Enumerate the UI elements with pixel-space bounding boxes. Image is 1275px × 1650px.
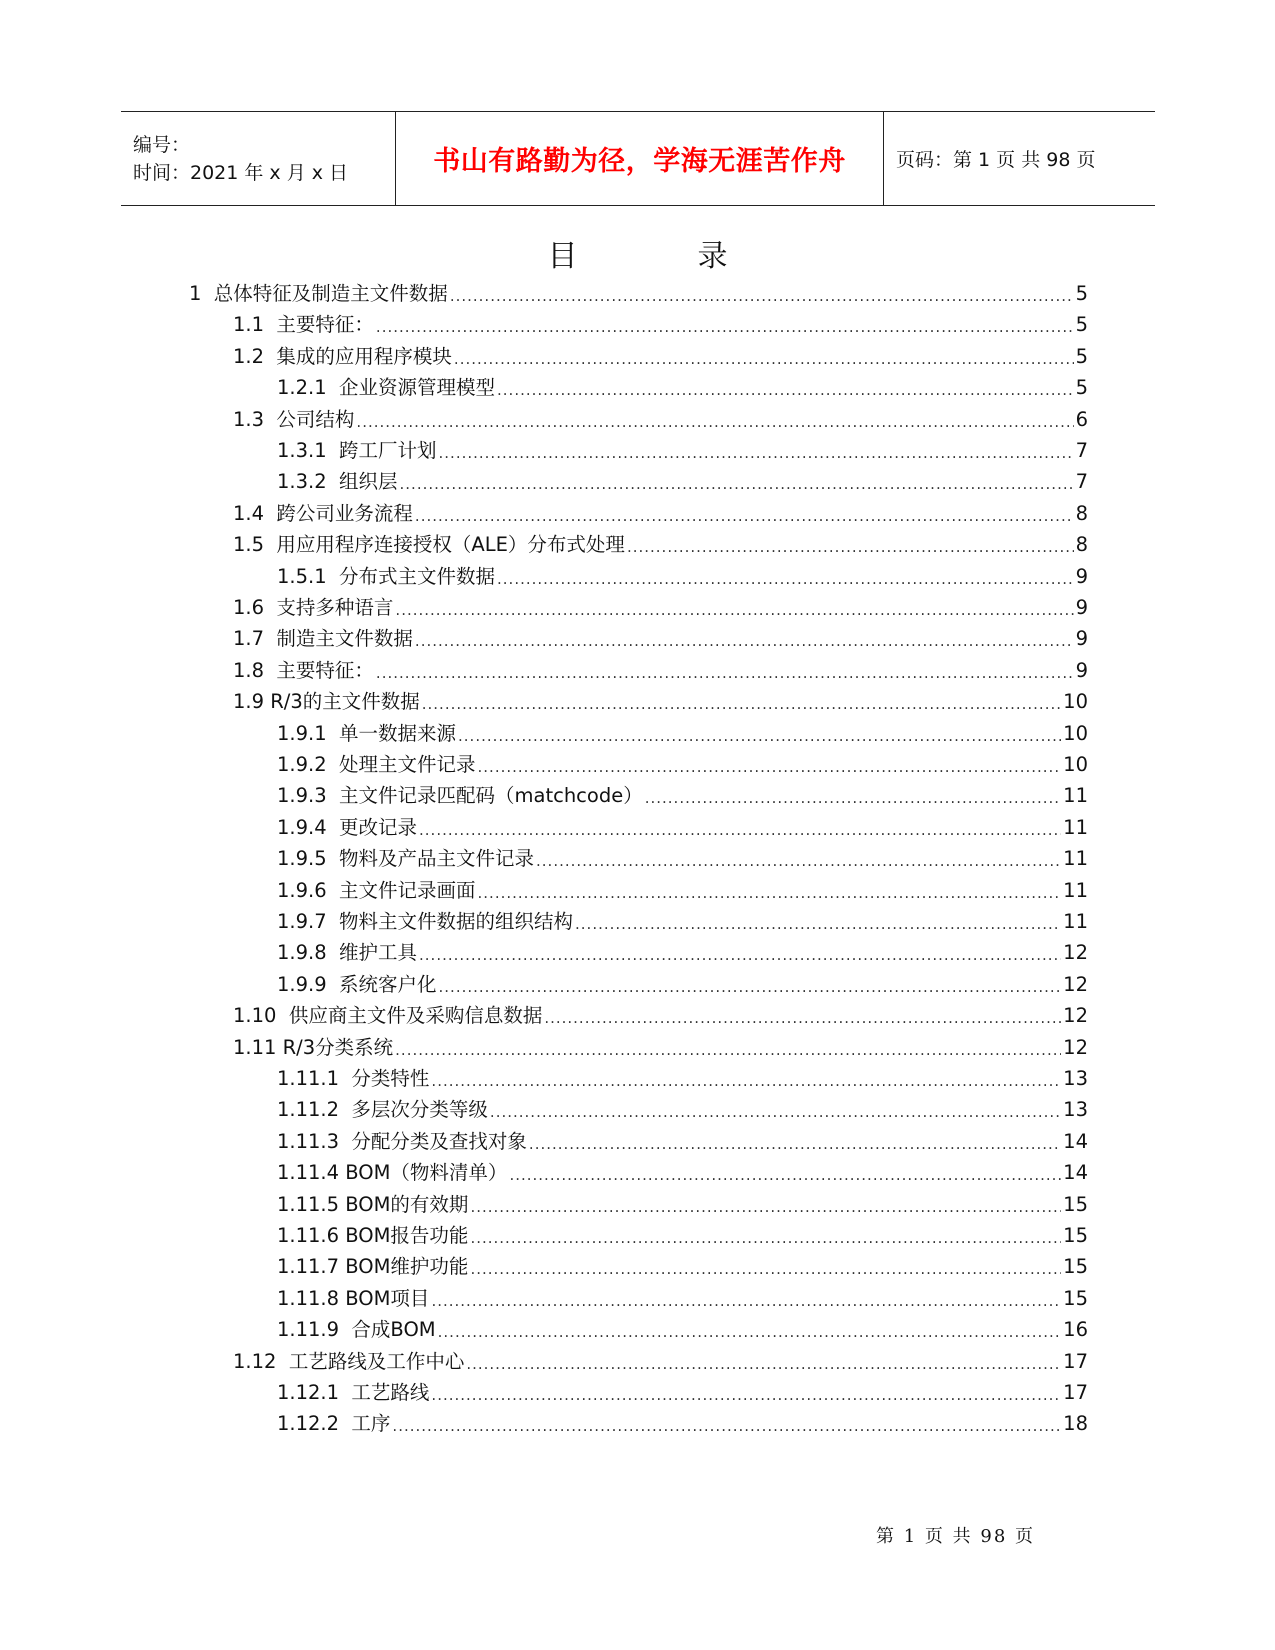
- toc-entry[interactable]: [277, 841, 1088, 873]
- toc-entry-page: 14: [1063, 1129, 1088, 1153]
- toc-entry-page: 15: [1063, 1255, 1088, 1279]
- toc-entry-title: 1.11.7 BOM维护功能: [277, 1255, 469, 1279]
- toc-leader-dots: [627, 535, 1074, 559]
- toc-entry-page: 11: [1063, 815, 1088, 839]
- toc-entry-title: 1.3 公司结构: [233, 407, 355, 431]
- toc-entry-page: 7: [1075, 439, 1088, 462]
- toc-leader-dots: [392, 1414, 1061, 1438]
- toc-entry[interactable]: [277, 1155, 1088, 1187]
- toc-entry[interactable]: [277, 1092, 1088, 1124]
- toc-entry-page: 6: [1075, 407, 1088, 431]
- toc-entry-title: 1.11 R/3分类系统: [233, 1035, 394, 1059]
- toc-leader-dots: [529, 1132, 1061, 1156]
- toc-entry[interactable]: [277, 1124, 1088, 1156]
- page-footer: 第 1 页 共 98 页: [876, 1526, 1035, 1547]
- toc-entry[interactable]: [277, 1281, 1088, 1313]
- toc-entry-page: 5: [1075, 313, 1088, 337]
- toc-leader-dots: [415, 504, 1074, 528]
- toc-entry[interactable]: [233, 527, 1088, 559]
- toc-entry-title: 1.2 集成的应用程序模块: [233, 344, 452, 368]
- toc-entry[interactable]: [277, 747, 1088, 779]
- toc-leader-dots: [431, 1289, 1061, 1313]
- toc-entry-page: 14: [1063, 1161, 1088, 1185]
- toc-entry-title: 1.6 支持多种语言: [233, 596, 394, 619]
- toc-entry-page: 8: [1075, 533, 1088, 557]
- toc-entry[interactable]: [277, 1187, 1088, 1219]
- toc-leader-dots: [497, 378, 1074, 402]
- document-header: [121, 111, 1155, 206]
- toc-leader-dots: [439, 441, 1074, 465]
- toc-entry-page: 18: [1063, 1412, 1088, 1436]
- toc-entry-page: 11: [1063, 878, 1088, 902]
- toc-leader-dots: [490, 1100, 1061, 1124]
- toc-entry-title: 1.9 R/3的主文件数据: [233, 690, 420, 714]
- toc-leader-dots: [536, 849, 1061, 873]
- toc-leader-dots: [395, 1038, 1061, 1062]
- toc-entry-page: 9: [1075, 627, 1088, 651]
- toc-leader-dots: [470, 1226, 1061, 1250]
- toc-entry[interactable]: [233, 621, 1088, 653]
- document-number-label: 编号：: [133, 133, 191, 156]
- toc-entry-title: 1.11.2 多层次分类等级: [277, 1098, 488, 1122]
- toc-entry-page: 11: [1063, 784, 1088, 808]
- toc-entry-page: 9: [1075, 564, 1088, 588]
- document-time: 时间：2021 年 x 月 x 日: [133, 161, 349, 184]
- toc-entry-title: 1.3.1 跨工厂计划: [277, 439, 437, 462]
- toc-entry-page: 11: [1063, 847, 1088, 871]
- toc-entry[interactable]: [233, 1030, 1088, 1062]
- toc-entry-title: 1.9.9 系统客户化: [277, 972, 437, 996]
- toc-entry-title: 1.11.1 分类特性: [277, 1067, 430, 1090]
- toc-entry-page: 15: [1063, 1192, 1088, 1216]
- toc-entry[interactable]: [233, 590, 1088, 622]
- toc-entry-page: 17: [1063, 1349, 1088, 1373]
- toc-entry-title: 1.9.7 物料主文件数据的组织结构: [277, 910, 574, 933]
- toc-leader-dots: [478, 755, 1062, 779]
- toc-entry[interactable]: [277, 873, 1088, 905]
- toc-entry-page: 11: [1063, 910, 1088, 933]
- header-page-label: 页码：第 1 页 共 98 页: [896, 149, 1096, 171]
- toc-entry-title: 1.1 主要特征：: [233, 313, 374, 337]
- toc-entry-page: 8: [1075, 501, 1088, 525]
- toc-entry-title: 1.11.5 BOM的有效期: [277, 1192, 469, 1216]
- toc-leader-dots: [470, 1257, 1061, 1281]
- toc-entry-title: 1.11.8 BOM项目: [277, 1286, 430, 1310]
- toc-leader-dots: [645, 786, 1061, 810]
- toc-entry-page: 5: [1075, 376, 1088, 400]
- toc-leader-dots: [575, 912, 1061, 936]
- toc-leader-dots: [356, 410, 1073, 434]
- toc-entry-title: 1 总体特征及制造主文件数据: [189, 282, 448, 305]
- toc-leader-dots: [422, 692, 1061, 716]
- toc-entry-title: 1.11.9 合成BOM: [277, 1318, 436, 1342]
- toc-entry-title: 1.11.6 BOM报告功能: [277, 1224, 469, 1247]
- toc-entry-page: 12: [1063, 1035, 1088, 1059]
- toc-entry[interactable]: [233, 496, 1088, 528]
- toc-entry-page: 15: [1063, 1224, 1088, 1247]
- toc-leader-dots: [466, 1352, 1061, 1376]
- toc-leader-dots: [470, 1195, 1061, 1219]
- toc-entry-title: 1.12.2 工序: [277, 1412, 391, 1436]
- header-meta: [121, 112, 396, 206]
- toc-leader-dots: [497, 567, 1074, 591]
- toc-entry-page: 16: [1063, 1318, 1088, 1342]
- toc-entry-title: 1.12.1 工艺路线: [277, 1381, 430, 1404]
- toc-entry-title: 1.11.4 BOM（物料清单）: [277, 1161, 508, 1185]
- toc-leader-dots: [478, 881, 1062, 905]
- toc-entry-page: 10: [1063, 690, 1088, 714]
- toc-leader-dots: [376, 315, 1074, 339]
- toc-leader-dots: [439, 975, 1062, 999]
- toc-entry-page: 10: [1063, 721, 1088, 745]
- toc-entry-page: 12: [1063, 972, 1088, 996]
- toc-entry[interactable]: [277, 464, 1088, 496]
- toc-leader-dots: [544, 1006, 1061, 1030]
- toc-title: 目录: [547, 239, 848, 274]
- toc-entry[interactable]: [277, 904, 1088, 936]
- toc-leader-dots: [400, 472, 1074, 496]
- toc-leader-dots: [376, 661, 1074, 685]
- toc-entry-title: 1.9.5 物料及产品主文件记录: [277, 847, 535, 871]
- toc-leader-dots: [419, 943, 1061, 967]
- toc-entry[interactable]: [277, 1375, 1088, 1407]
- toc-leader-dots: [431, 1069, 1061, 1093]
- toc-entry-page: 9: [1075, 658, 1088, 682]
- toc-entry-page: 5: [1075, 344, 1088, 368]
- toc-entry[interactable]: [277, 1218, 1088, 1250]
- toc-entry[interactable]: [233, 402, 1088, 434]
- toc-entry-page: 13: [1063, 1098, 1088, 1122]
- toc-entry-page: 17: [1063, 1381, 1088, 1404]
- toc-entry-title: 1.9.2 处理主文件记录: [277, 753, 476, 776]
- toc-entry-title: 1.3.2 组织层: [277, 470, 398, 494]
- toc-entry[interactable]: [277, 559, 1088, 591]
- toc-entry-title: 1.7 制造主文件数据: [233, 627, 413, 651]
- toc-leader-dots: [395, 598, 1073, 622]
- toc-entry-page: 12: [1063, 941, 1088, 965]
- toc-leader-dots: [458, 724, 1061, 748]
- toc-entry-title: 1.2.1 企业资源管理模型: [277, 376, 496, 400]
- toc-entry-page: 15: [1063, 1286, 1088, 1310]
- toc-entry[interactable]: [233, 998, 1088, 1030]
- toc-entry-title: 1.9.1 单一数据来源: [277, 721, 457, 745]
- toc-entry-title: 1.4 跨公司业务流程: [233, 501, 413, 525]
- toc-entry-title: 1.8 主要特征：: [233, 658, 374, 682]
- toc-leader-dots: [419, 818, 1061, 842]
- toc-leader-dots: [509, 1163, 1061, 1187]
- toc-leader-dots: [431, 1383, 1061, 1407]
- toc-leader-dots: [454, 347, 1074, 371]
- toc-entry[interactable]: [189, 276, 1088, 308]
- toc-entry-title: 1.9.4 更改记录: [277, 815, 418, 839]
- toc-entry-page: 9: [1075, 596, 1088, 619]
- toc-entry[interactable]: [277, 935, 1088, 967]
- toc-entry[interactable]: [277, 370, 1088, 402]
- toc-entry[interactable]: [277, 1249, 1088, 1281]
- toc-entry-page: 5: [1075, 282, 1088, 305]
- toc-entry-page: 7: [1075, 470, 1088, 494]
- toc-entry-title: 1.12 工艺路线及工作中心: [233, 1349, 465, 1373]
- toc-entry[interactable]: [277, 716, 1088, 748]
- toc-entry-title: 1.10 供应商主文件及采购信息数据: [233, 1004, 543, 1028]
- toc-entry[interactable]: [277, 1406, 1088, 1438]
- toc-entry-title: 1.5 用应用程序连接授权（ALE）分布式处理: [233, 533, 625, 557]
- toc-entry[interactable]: [277, 967, 1088, 999]
- toc-entry-title: 1.9.8 维护工具: [277, 941, 418, 965]
- toc-entry-title: 1.11.3 分配分类及查找对象: [277, 1129, 527, 1153]
- toc-entry-page: 13: [1063, 1067, 1088, 1090]
- toc-entry[interactable]: [233, 684, 1088, 716]
- header-motto: 书山有路勤为径，学海无涯苦作舟: [396, 112, 884, 206]
- toc-leader-dots: [438, 1320, 1062, 1344]
- toc-entry[interactable]: [233, 1344, 1088, 1376]
- toc-entry[interactable]: [277, 1312, 1088, 1344]
- toc-entry[interactable]: [277, 433, 1088, 465]
- toc-entry[interactable]: [233, 653, 1088, 685]
- toc-leader-dots: [450, 284, 1074, 308]
- toc-entry-page: 12: [1063, 1004, 1088, 1028]
- toc-entry[interactable]: [277, 1061, 1088, 1093]
- toc-entry-title: 1.9.6 主文件记录画面: [277, 878, 476, 902]
- toc-entry-title: 1.9.3 主文件记录匹配码（matchcode）: [277, 784, 643, 808]
- toc-entry[interactable]: [277, 778, 1088, 810]
- toc-entry[interactable]: [233, 339, 1088, 371]
- toc-entry[interactable]: [277, 810, 1088, 842]
- toc-entry-page: 10: [1063, 753, 1088, 776]
- toc-entry[interactable]: [233, 307, 1088, 339]
- toc-entry-title: 1.5.1 分布式主文件数据: [277, 564, 496, 588]
- toc-leader-dots: [415, 629, 1074, 653]
